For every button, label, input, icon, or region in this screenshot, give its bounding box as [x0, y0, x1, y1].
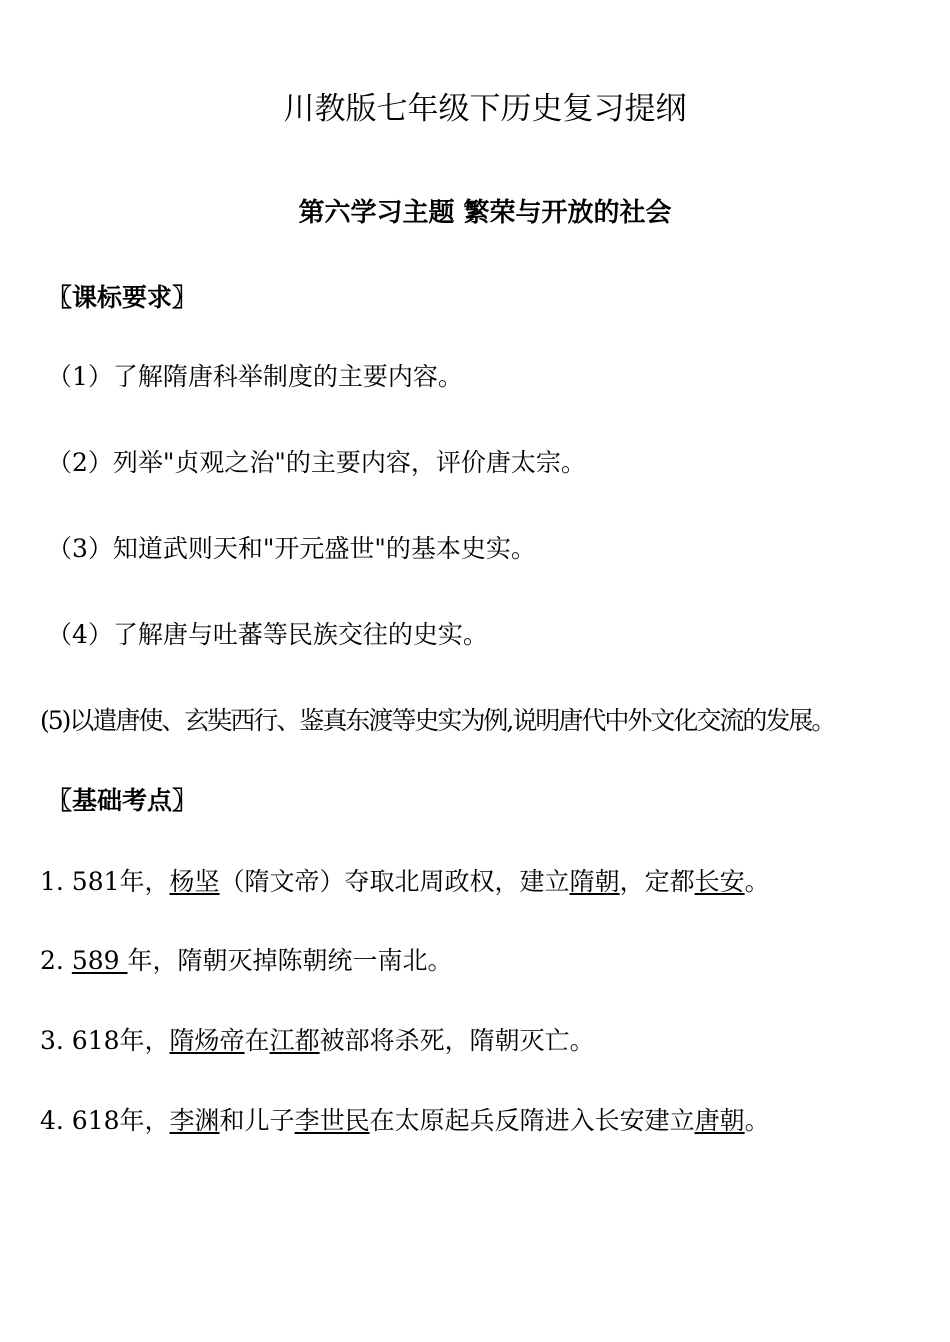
underlined-term: 杨坚 — [169, 867, 220, 896]
point-text: 和儿子 — [219, 1106, 295, 1135]
point-text: 4. 618年， — [40, 1106, 170, 1135]
point-text: ，定都 — [619, 867, 695, 896]
point-text: 在 — [244, 1026, 270, 1055]
curriculum-item-1: （1）了解隋唐科举制度的主要内容。 — [47, 362, 463, 391]
underlined-term: 589 — [71, 946, 128, 975]
underlined-term: 长安 — [694, 867, 745, 896]
key-point-4 — [40, 1108, 770, 1133]
curriculum-item-3: （3）知道武则天和"开元盛世"的基本史实。 — [47, 534, 536, 563]
key-point-3 — [40, 1028, 595, 1053]
point-text: （隋文帝）夺取北周政权，建立 — [219, 867, 570, 896]
curriculum-item-4: （4）了解唐与吐蕃等民族交往的史实。 — [47, 620, 488, 649]
document-title: 川教版七年级下历史复习提纲 — [283, 91, 687, 127]
point-text: 在太原起兵反隋进入长安建立 — [369, 1106, 695, 1135]
point-text: 3. 618年， — [40, 1026, 170, 1055]
point-text: 2. — [40, 946, 72, 975]
underlined-term: 江都 — [269, 1026, 320, 1055]
point-text: 被部将杀死，隋朝灭亡。 — [319, 1026, 595, 1055]
key-point-1 — [40, 869, 770, 894]
document-subtitle: 第六学习主题 繁荣与开放的社会 — [298, 198, 672, 228]
curriculum-item-2: （2）列举"贞观之治"的主要内容，评价唐太宗。 — [47, 448, 586, 477]
section-heading-curriculum: 〖课标要求〗 — [47, 283, 198, 312]
underlined-term: 李渊 — [169, 1106, 220, 1135]
underlined-term: 李世民 — [294, 1106, 370, 1135]
point-text: 。 — [744, 867, 770, 896]
underlined-term: 唐朝 — [694, 1106, 745, 1135]
underlined-term: 隋朝 — [569, 867, 620, 896]
curriculum-item-5: (5)以遣唐使、玄奘西行、鉴真东渡等史实为例,说明唐代中外文化交流的发展。 — [40, 706, 835, 735]
point-text: 1. 581年， — [40, 867, 170, 896]
underlined-term: 隋炀帝 — [169, 1026, 245, 1055]
key-point-2 — [40, 948, 453, 973]
section-heading-key-points: 〖基础考点〗 — [47, 786, 198, 815]
point-text: 。 — [744, 1106, 770, 1135]
point-text: 年，隋朝灭掉陈朝统一南北。 — [127, 946, 453, 975]
